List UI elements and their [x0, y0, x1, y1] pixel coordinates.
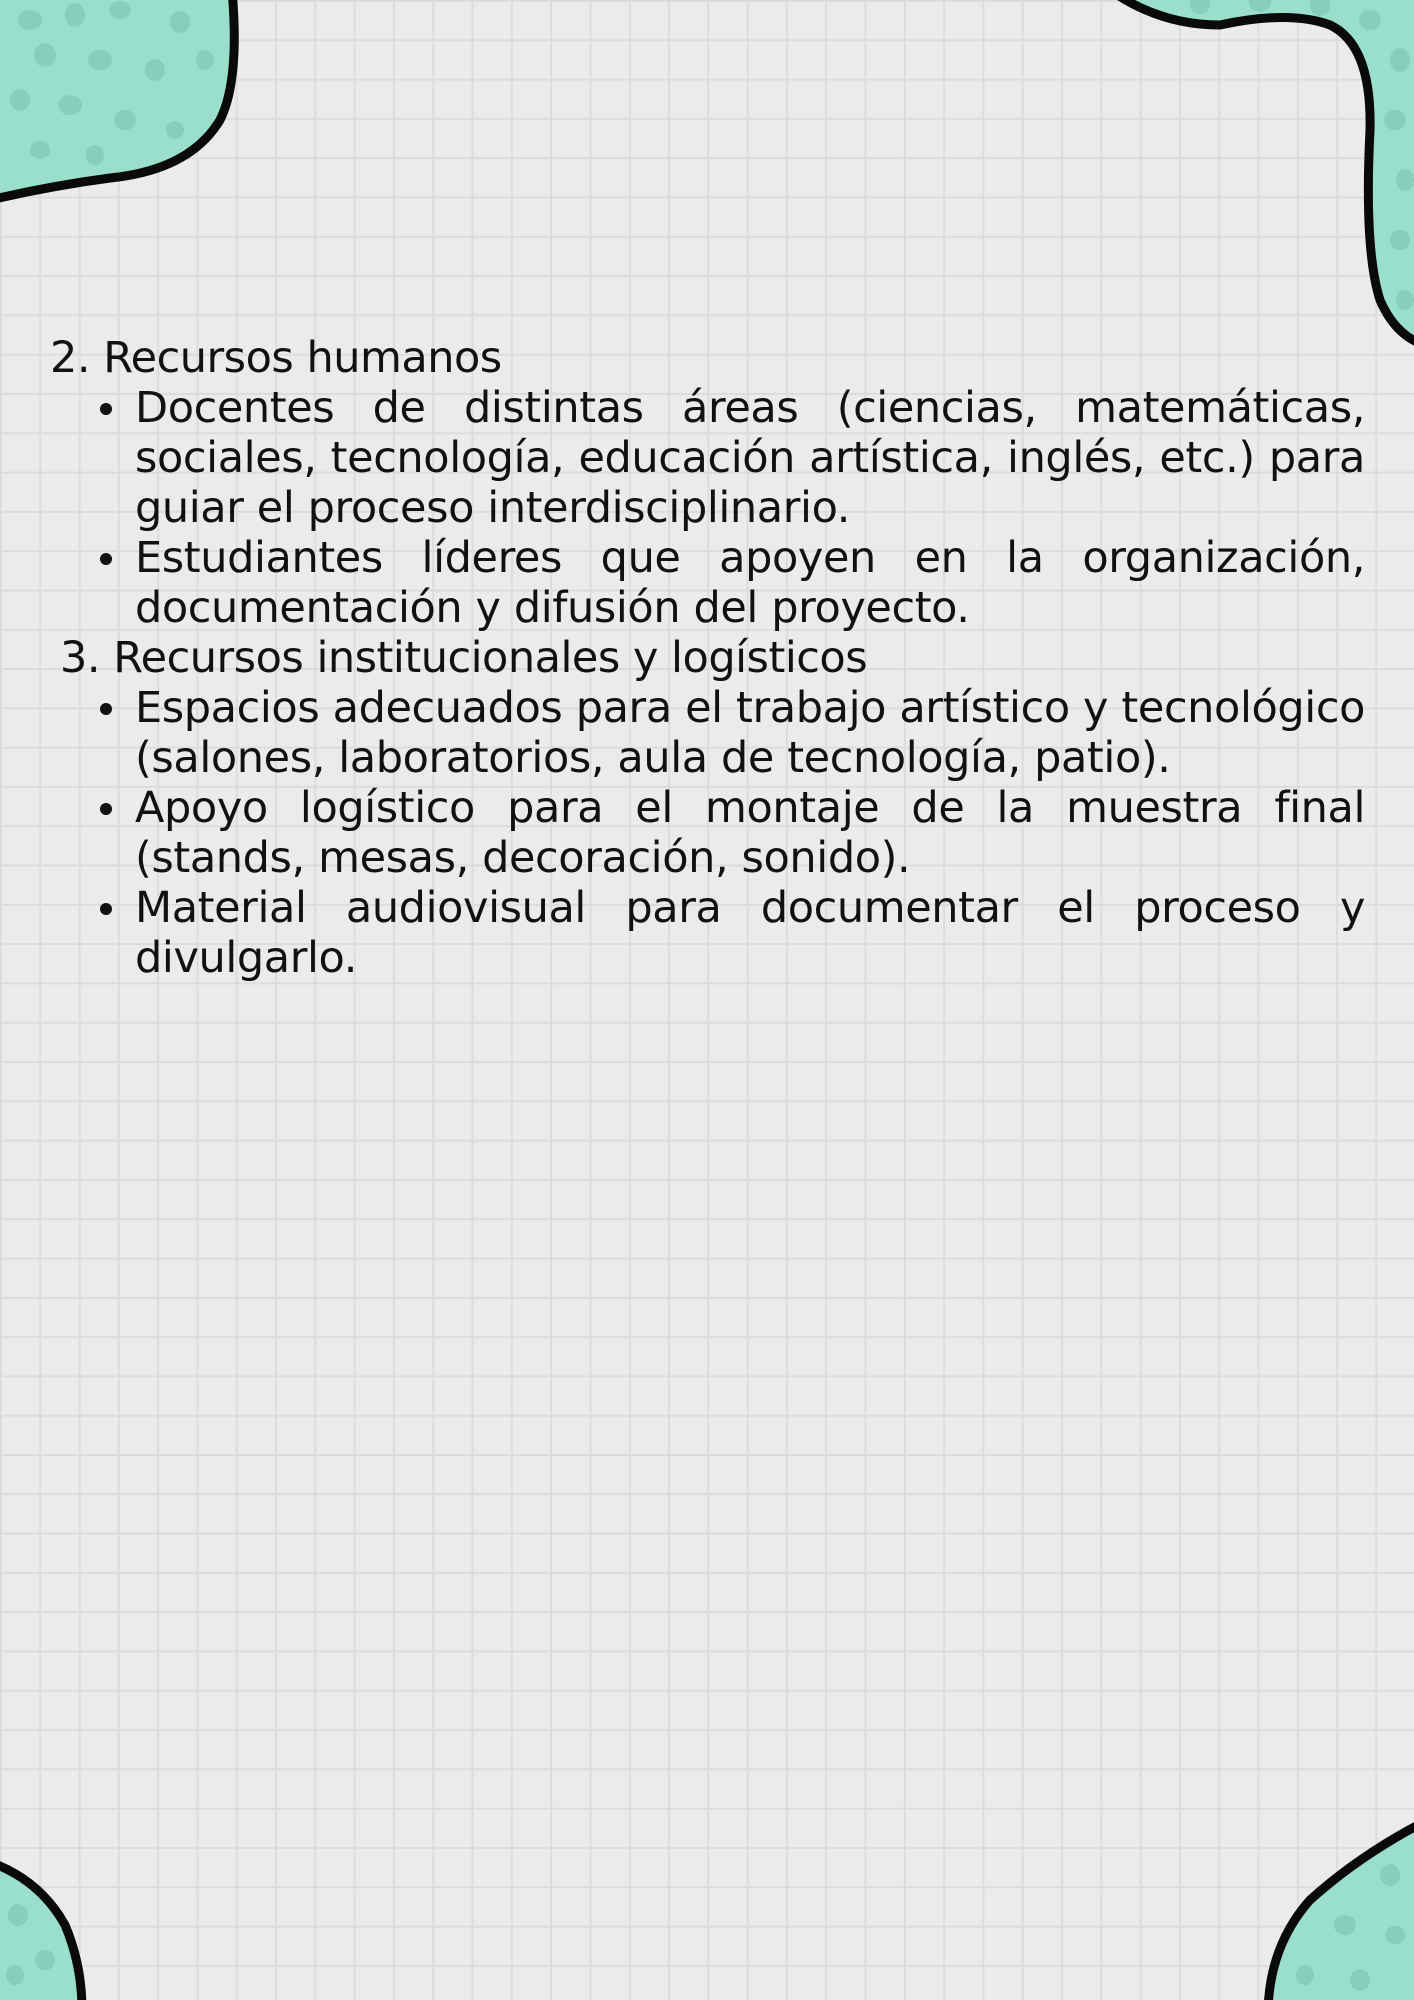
list-item-text: Espacios adecuados para el trabajo artístico y tecnológico (salones, laboratorios, aula de tecnología, patio).: [135, 683, 1365, 783]
top-right-blob: [1110, 0, 1414, 345]
bullet-icon: [100, 553, 112, 565]
list-item: [50, 783, 1365, 883]
list-item-text: Apoyo logístico para el montaje de la muestra final (stands, mesas, decoración, sonido).: [135, 783, 1365, 883]
list-item-text: Material audiovisual para documentar el proceso y divulgarlo.: [135, 883, 1365, 983]
list-item: [50, 883, 1365, 983]
list-item-text: Docentes de distintas áreas (ciencias, matemáticas, sociales, tecnología, educación artística, inglés, etc.) para guiar el proceso interdisciplinario.: [135, 383, 1365, 533]
list-recursos-humanos: [50, 383, 1365, 633]
top-left-blob: [0, 0, 234, 200]
bullet-icon: [100, 403, 112, 415]
bullet-icon: [100, 703, 112, 715]
document-content: [50, 333, 1365, 983]
bottom-right-blob: [1268, 1822, 1414, 2000]
list-item-text: Estudiantes líderes que apoyen en la organización, documentación y difusión del proyecto.: [135, 533, 1365, 633]
list-item: [50, 533, 1365, 633]
bottom-left-blob: [0, 1862, 82, 2000]
list-item: [50, 383, 1365, 533]
section-title-recursos-institucionales: 3. Recursos institucionales y logísticos: [60, 633, 868, 683]
bullet-icon: [100, 803, 112, 815]
section-title-recursos-humanos: 2. Recursos humanos: [50, 333, 502, 383]
bullet-icon: [100, 903, 112, 915]
list-item: [50, 683, 1365, 783]
list-recursos-institucionales: [50, 683, 1365, 983]
